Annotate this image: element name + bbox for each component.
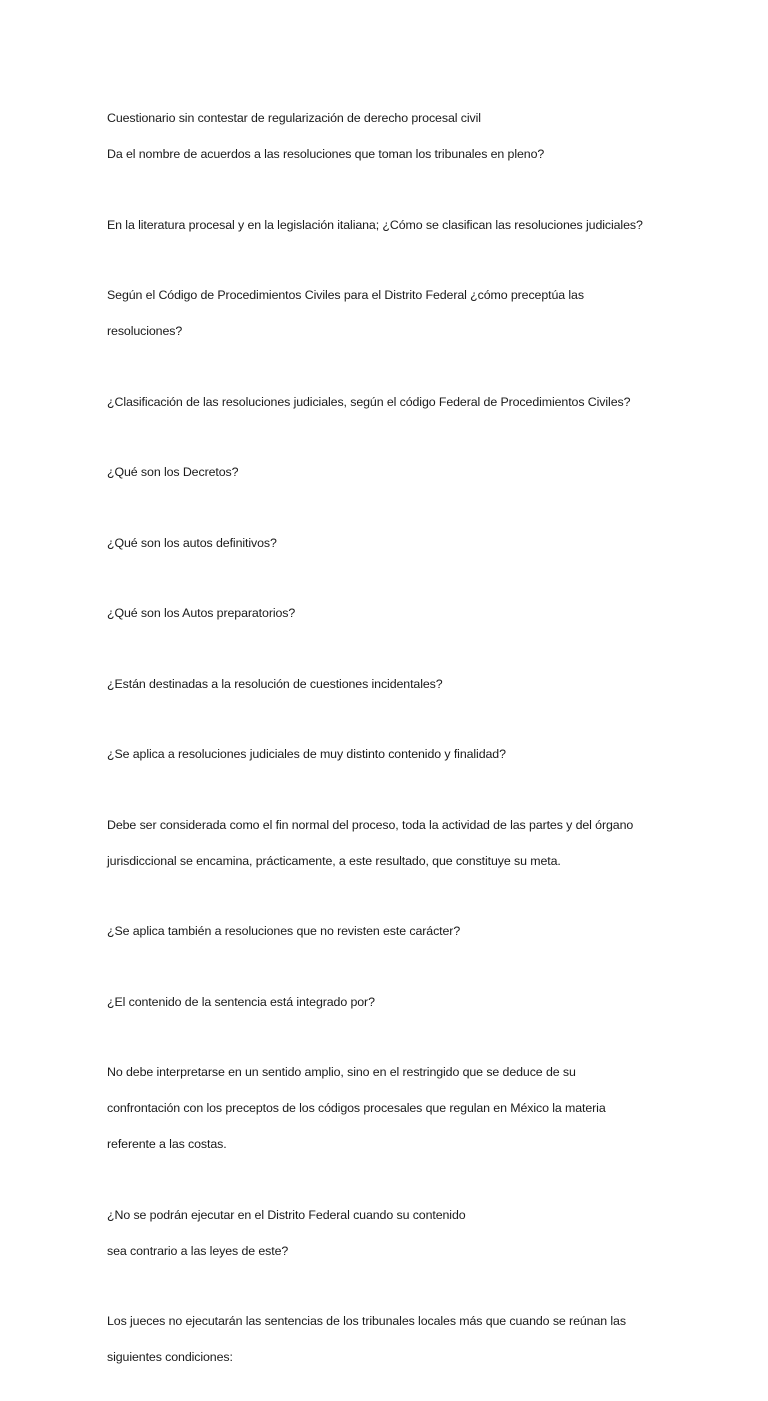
question-text: siguientes condiciones: [107, 1350, 233, 1364]
question-text: Da el nombre de acuerdos a las resoluciones que toman los tribunales en pleno? [107, 147, 545, 161]
question-text: confrontación con los preceptos de los códigos procesales que regulan en México la materia [107, 1101, 606, 1115]
question-text: sea contrario a las leyes de este? [107, 1243, 289, 1258]
question-paragraph [107, 798, 667, 888]
question-paragraph [107, 1294, 667, 1384]
question-paragraph [107, 727, 667, 781]
question-text: referente a las costas. [107, 1137, 227, 1151]
question-paragraph [107, 904, 667, 958]
question-text: jurisdiccional se encamina, prácticamente, a este resultado, que constituye su meta. [107, 853, 561, 868]
question-paragraph [107, 375, 667, 429]
question-text: Según el Código de Procedimientos Civiles para el Distrito Federal ¿cómo preceptúa las [107, 288, 584, 302]
question-paragraph [107, 198, 667, 252]
question-text: ¿Qué son los Decretos? [107, 465, 239, 479]
question-text: No debe interpretarse en un sentido amplio, sino en el restringido que se deduce de su [107, 1065, 576, 1079]
question-text: Debe ser considerada como el fin normal del proceso, toda la actividad de las partes y del órgano [107, 817, 634, 832]
question-text: ¿Qué son los autos definitivos? [107, 535, 277, 550]
question-text: ¿Se aplica a resoluciones judiciales de muy distinto contenido y finalidad? [107, 747, 506, 761]
question-text: Los jueces no ejecutarán las sentencias de los tribunales locales más que cuando se reúnan las [107, 1314, 626, 1328]
question-text: ¿Se aplica también a resoluciones que no revisten este carácter? [107, 924, 461, 938]
question-text: resoluciones? [107, 324, 183, 338]
intro-block [107, 91, 667, 181]
question-paragraph [107, 586, 667, 640]
question-paragraph [107, 975, 667, 1029]
question-paragraph [107, 516, 667, 570]
question-paragraph [107, 657, 667, 711]
question-text: En la literatura procesal y en la legislación italiana; ¿Cómo se clasifican las resoluciones judiciales? [107, 217, 643, 232]
question-text: ¿El contenido de la sentencia está integrado por? [107, 994, 375, 1009]
question-text: ¿Clasificación de las resoluciones judiciales, según el código Federal de Procedimientos Civiles? [107, 394, 631, 409]
question-paragraph [107, 268, 667, 358]
question-paragraph [107, 1188, 667, 1278]
question-text: ¿Qué son los Autos preparatorios? [107, 606, 296, 620]
document-page [107, 91, 667, 1401]
question-text: ¿Están destinadas a la resolución de cuestiones incidentales? [107, 676, 443, 691]
question-paragraph [107, 1045, 667, 1171]
question-text: ¿No se podrán ejecutar en el Distrito Federal cuando su contenido [107, 1207, 466, 1222]
question-paragraph [107, 445, 667, 499]
document-title: Cuestionario sin contestar de regularización de derecho procesal civil [107, 111, 481, 125]
